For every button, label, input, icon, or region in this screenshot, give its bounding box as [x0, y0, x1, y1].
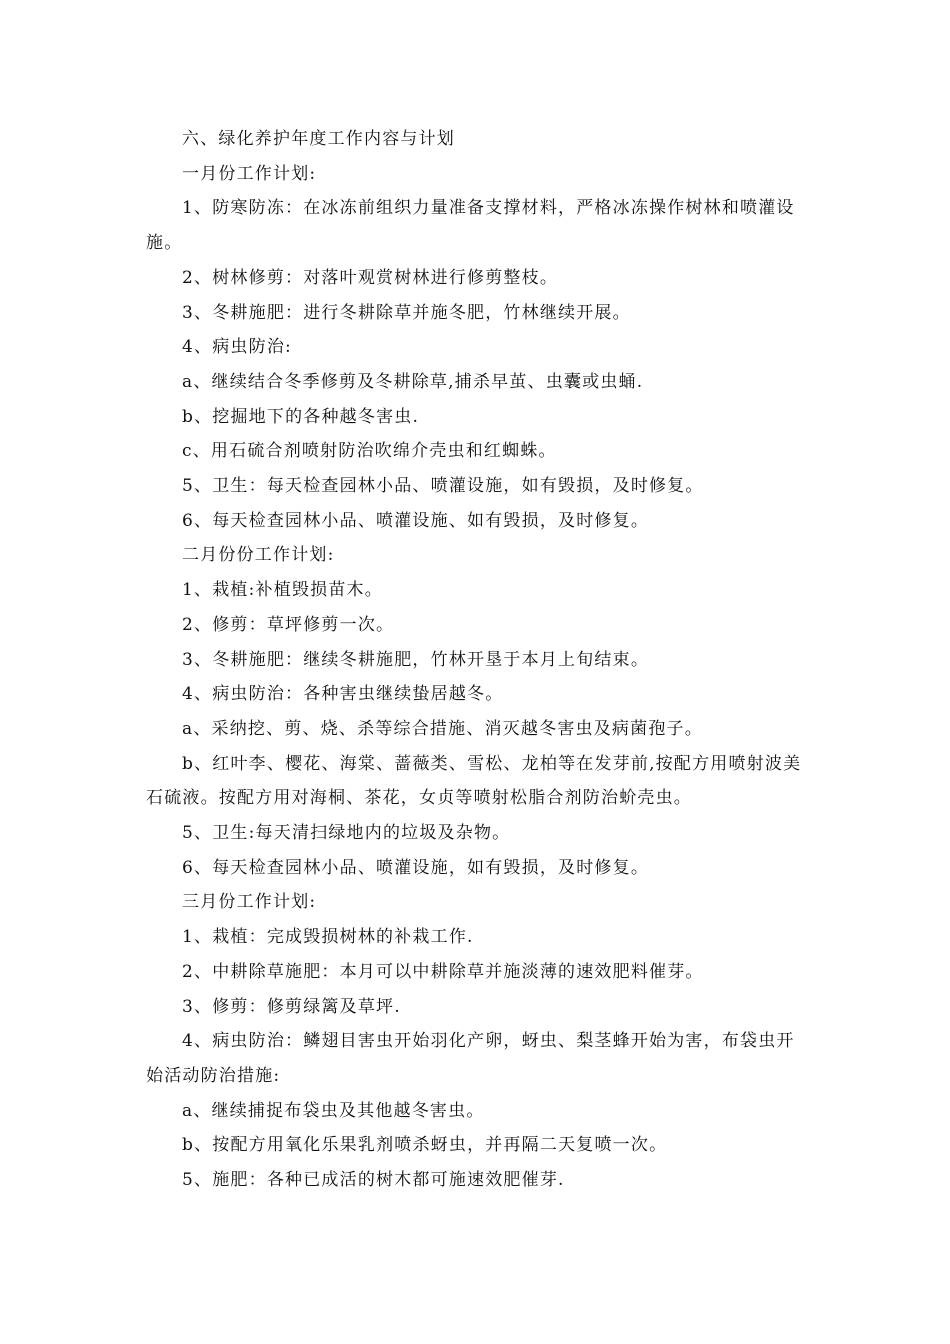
month-heading-march: 三月份工作计划: [182, 892, 317, 913]
paragraph: 6、每天检查园林小品、喷灌设施、如有毁损，及时修复。 [182, 510, 650, 531]
paragraph: b、红叶李、樱花、海棠、蔷薇类、雪松、龙柏等在发芽前,按配方用喷射波美石硫液。按配方用对海桐、茶花，女贞等喷射松脂合剂防治蚧壳虫。 [146, 753, 802, 809]
paragraph: 2、树林修剪：对落叶观赏树林进行修剪整枝。 [182, 267, 559, 288]
paragraph: 2、中耕除草施肥：本月可以中耕除草并施淡薄的速效肥料催芽。 [182, 961, 704, 982]
paragraph: a、继续捕捉布袋虫及其他越冬害虫。 [182, 1100, 485, 1121]
paragraph: 1、防寒防冻：在冰冻前组织力量准备支撑材料，严格冰冻操作树林和喷灌设施。 [146, 198, 795, 254]
month-heading-january: 一月份工作计划: [182, 163, 317, 184]
paragraph: a、采纳挖、剪、烧、杀等综合措施、消灭越冬害虫及病菌孢子。 [182, 718, 703, 739]
paragraph: 1、栽植：完成毁损树林的补栽工作. [182, 927, 474, 948]
paragraph: a、继续结合冬季修剪及冬耕除草,捕杀早茧、虫囊或虫蛹. [182, 371, 644, 392]
paragraph: b、按配方用氧化乐果乳剂喷杀蚜虫，并再隔二天复喷一次。 [182, 1135, 668, 1156]
month-heading-february: 二月份份工作计划: [182, 545, 335, 566]
paragraph: 4、病虫防治：各种害虫继续蛰居越冬。 [182, 684, 504, 705]
paragraph: 1、栽植:补植毁损苗木。 [182, 580, 383, 601]
paragraph: 5、卫生:每天清扫绿地内的垃圾及杂物。 [182, 823, 511, 844]
document-body [146, 122, 808, 1198]
section-heading: 六、绿化养护年度工作内容与计划 [182, 129, 455, 149]
paragraph: 2、修剪：草坪修剪一次。 [182, 614, 395, 635]
paragraph: 3、修剪：修剪绿篱及草坪. [182, 996, 401, 1017]
paragraph: 5、施肥：各种已成活的树木都可施速效肥催芽. [182, 1170, 565, 1191]
paragraph: 3、冬耕施肥：进行冬耕除草并施冬肥，竹林继续开展。 [182, 302, 631, 323]
paragraph: 6、每天检查园林小品、喷灌设施，如有毁损，及时修复。 [182, 857, 650, 878]
paragraph: b、挖掘地下的各种越冬害虫. [182, 406, 420, 427]
paragraph: 5、卫生：每天检查园林小品、喷灌设施，如有毁损，及时修复。 [182, 476, 704, 497]
paragraph: c、用石硫合剂喷射防治吹绵介壳虫和红蜘蛛。 [182, 441, 557, 462]
paragraph: 4、病虫防治：鳞翅目害虫开始羽化产卵，蚜虫、梨茎蜂开始为害，布袋虫开始活动防治措施: [146, 1031, 795, 1086]
paragraph: 3、冬耕施肥：继续冬耕施肥，竹林开垦于本月上旬结束。 [182, 649, 650, 670]
paragraph: 4、病虫防治: [182, 337, 292, 358]
